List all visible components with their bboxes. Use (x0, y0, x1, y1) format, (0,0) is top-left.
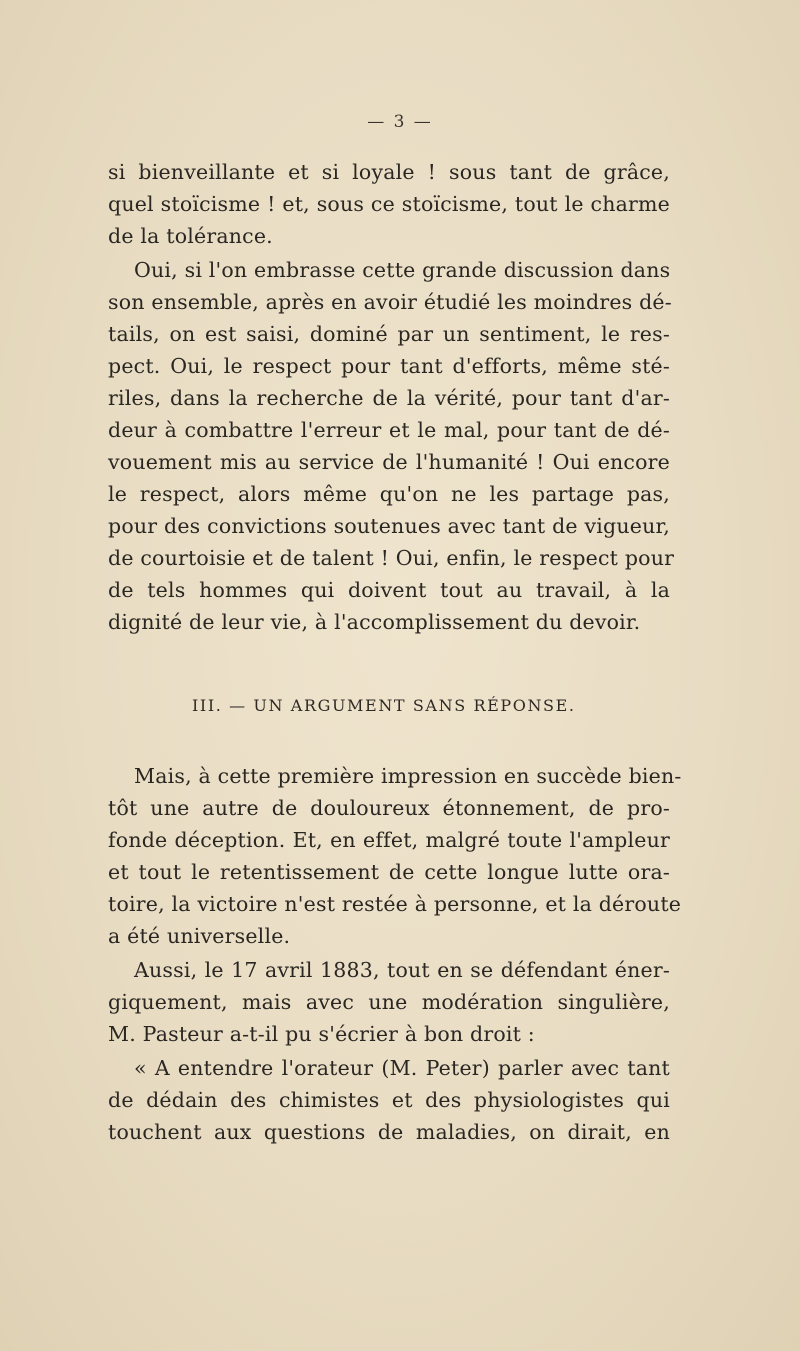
text-line: vouement mis au service de l'humanité ! Oui encore (108, 450, 670, 474)
text-line: son ensemble, après en avoir étudié les moindres dé- (108, 290, 672, 314)
text-line: M. Pasteur a-t-il pu s'écrier à bon droit : (108, 1022, 535, 1046)
text-line: pour des convictions soutenues avec tant de vigueur, (108, 514, 670, 538)
text-line: Oui, si l'on embrasse cette grande discussion dans (134, 258, 671, 282)
text-line: tôt une autre de douloureux étonnement, de pro- (108, 796, 670, 820)
text-line: Aussi, le 17 avril 1883, tout en se défendant éner- (134, 958, 670, 982)
text-line: et tout le retentissement de cette longue lutte ora- (108, 860, 670, 884)
text-line: « A entendre l'orateur (M. Peter) parler avec tant (134, 1056, 670, 1080)
text-line: de tels hommes qui doivent tout au travail, à la (108, 578, 670, 602)
text-line: de la tolérance. (108, 224, 273, 248)
text-line: de dédain des chimistes et des physiologistes qui (108, 1088, 670, 1112)
text-line: de courtoisie et de talent ! Oui, enfin, le respect pour (108, 546, 675, 570)
text-line: le respect, alors même qu'on ne les partage pas, (108, 482, 670, 506)
text-line: quel stoïcisme ! et, sous ce stoïcisme, tout le charme (108, 192, 670, 216)
text-line: si bienveillante et si loyale ! sous tant de grâce, (108, 160, 670, 184)
text-line: tails, on est saisi, dominé par un sentiment, le res- (108, 322, 670, 346)
text-line: a été universelle. (108, 924, 291, 948)
text-line: giquement, mais avec une modération singulière, (108, 990, 670, 1014)
section-heading: III. — UN ARGUMENT SANS RÉPONSE. (192, 696, 576, 715)
text-line: touchent aux questions de maladies, on dirait, en (108, 1120, 670, 1144)
text-line: Mais, à cette première impression en succède bien- (134, 764, 682, 788)
text-line: toire, la victoire n'est restée à personne, et la déroute (108, 892, 682, 916)
page-number: — 3 — (367, 112, 433, 132)
text-line: deur à combattre l'erreur et le mal, pour tant de dé- (108, 418, 670, 442)
text-line: riles, dans la recherche de la vérité, pour tant d'ar- (108, 386, 670, 410)
text-line: dignité de leur vie, à l'accomplissement du devoir. (108, 610, 641, 634)
text-line: fonde déception. Et, en effet, malgré toute l'ampleur (108, 828, 670, 852)
text-line: pect. Oui, le respect pour tant d'efforts, même sté- (108, 354, 670, 378)
